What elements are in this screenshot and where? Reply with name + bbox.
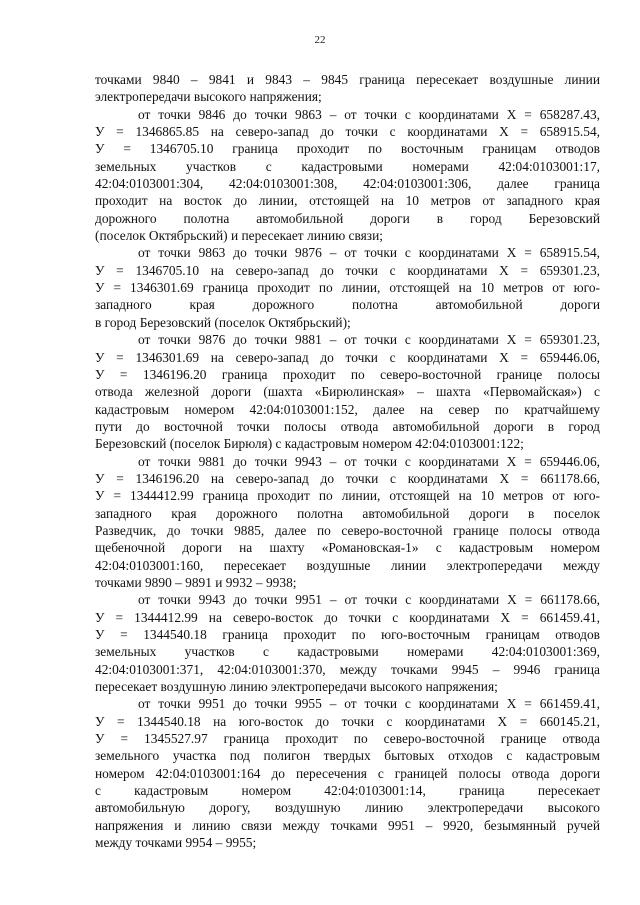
- text-line: кадастровым номером 42:04:0103001:152, далее на север по кратчайшему: [95, 401, 600, 417]
- text-line: от точки 9876 до точки 9881 – от точки с координатами Х = 659301.23,: [138, 332, 600, 348]
- text-line: У = 1346196.20 граница проходит по северо-восточной границе полосы: [95, 366, 600, 382]
- text-line: щебеночной дороги на шахту «Романовская-1» с кадастровым номером: [95, 540, 600, 556]
- text-line: У = 1345527.97 граница проходит по северо-восточной границе отвода: [95, 731, 600, 747]
- text-line: Березовский (поселок Бирюля) с кадастровым номером 42:04:0103001:122;: [95, 436, 524, 452]
- text-line: между точками 9954 – 9955;: [95, 835, 257, 851]
- text-line: отвода железной дороги (шахта «Бирюлинская» – шахта «Первомайская») с: [95, 384, 600, 400]
- text-line: У = 1346301.69 на северо-запад до точки с координатами Х = 659446.06,: [95, 349, 600, 365]
- text-line: от точки 9943 до точки 9951 – от точки с координатами Х = 661178.66,: [138, 592, 600, 608]
- text-line: напряжения и линию связи между точками 9951 – 9920, безымянный ручей: [95, 817, 600, 833]
- text-line: электропередачи высокого напряжения;: [95, 89, 322, 105]
- text-line: У = 1346705.10 граница проходит по восточным границам отводов: [95, 141, 600, 157]
- text-line: номером 42:04:0103001:164 до пересечения с границей полосы отвода дороги: [95, 765, 600, 781]
- text-line: земельного участка под полигон твердых бытовых отходов с кадастровым: [95, 748, 600, 764]
- text-line: У = 1346301.69 граница проходит по линии, отстоящей на 10 метров от юго-: [95, 280, 600, 296]
- text-line: западного края дорожного полотна автомобильной дороги в поселок: [95, 505, 600, 521]
- text-line: 42:04:0103001:371, 42:04:0103001:370, между точками 9945 – 9946 граница: [95, 661, 600, 677]
- text-line: 42:04:0103001:160, пересекает воздушные линии электропередачи между: [95, 557, 600, 573]
- document-body: [95, 71, 600, 851]
- text-line: У = 1346705.10 на северо-запад до точки с координатами Х = 659301.23,: [95, 262, 600, 278]
- text-line: земельных участков с кадастровыми номерами 42:04:0103001:369,: [95, 644, 600, 660]
- text-line: У = 1346196.20 на северо-запад до точки с координатами Х = 661178.66,: [95, 470, 600, 486]
- text-line: западного края дорожного полотна автомобильной дороги: [95, 297, 600, 313]
- text-line: автомобильную дорогу, воздушную линию электропередачи высокого: [95, 800, 600, 816]
- page-number: 22: [314, 34, 326, 46]
- text-line: в город Березовский (поселок Октябрьский);: [95, 314, 351, 330]
- text-line: (поселок Октябрьский) и пересекает линию связи;: [95, 228, 383, 244]
- text-line: У = 1344412.99 граница проходит по линии, отстоящей на 10 метров от юго-: [95, 488, 600, 504]
- text-line: от точки 9951 до точки 9955 – от точки с координатами Х = 661459.41,: [138, 696, 600, 712]
- text-line: проходит на восток до линии, отстоящей на 10 метров от западного края: [95, 193, 600, 209]
- text-line: У = 1344412.99 на северо-восток до точки с координатами Х = 661459.41,: [95, 609, 600, 625]
- text-line: Разведчик, до точки 9885, далее по северо-восточной границе полосы отвода: [95, 522, 600, 538]
- text-line: пути до восточной точки полосы отвода автомобильной дороги в город: [95, 418, 600, 434]
- text-line: точками 9890 – 9891 и 9932 – 9938;: [95, 574, 297, 590]
- text-line: У = 1344540.18 на юго-восток до точки с координатами Х = 660145.21,: [95, 713, 600, 729]
- text-line: земельных участков с кадастровыми номерами 42:04:0103001:17,: [95, 158, 600, 174]
- text-line: дорожного полотна автомобильной дороги в город Березовский: [95, 210, 600, 226]
- text-line: с кадастровым номером 42:04:0103001:14, граница пересекает: [95, 783, 600, 799]
- text-line: от точки 9846 до точки 9863 – от точки с координатами Х = 658287.43,: [138, 106, 600, 122]
- text-line: У = 1346865.85 на северо-запад до точки с координатами Х = 658915.54,: [95, 124, 600, 140]
- text-line: точками 9840 – 9841 и 9843 – 9845 граница пересекает воздушные линии: [95, 72, 600, 87]
- text-line: от точки 9863 до точки 9876 – от точки с координатами Х = 658915.54,: [138, 245, 600, 261]
- text-line: от точки 9881 до точки 9943 – от точки с координатами Х = 659446.06,: [138, 453, 600, 469]
- text-line: У = 1344540.18 граница проходит по юго-восточным границам отводов: [95, 627, 600, 642]
- text-line: пересекает воздушную линию электропередачи высокого напряжения;: [95, 679, 498, 695]
- text-line: 42:04:0103001:304, 42:04:0103001:308, 42:04:0103001:306, далее граница: [95, 176, 600, 192]
